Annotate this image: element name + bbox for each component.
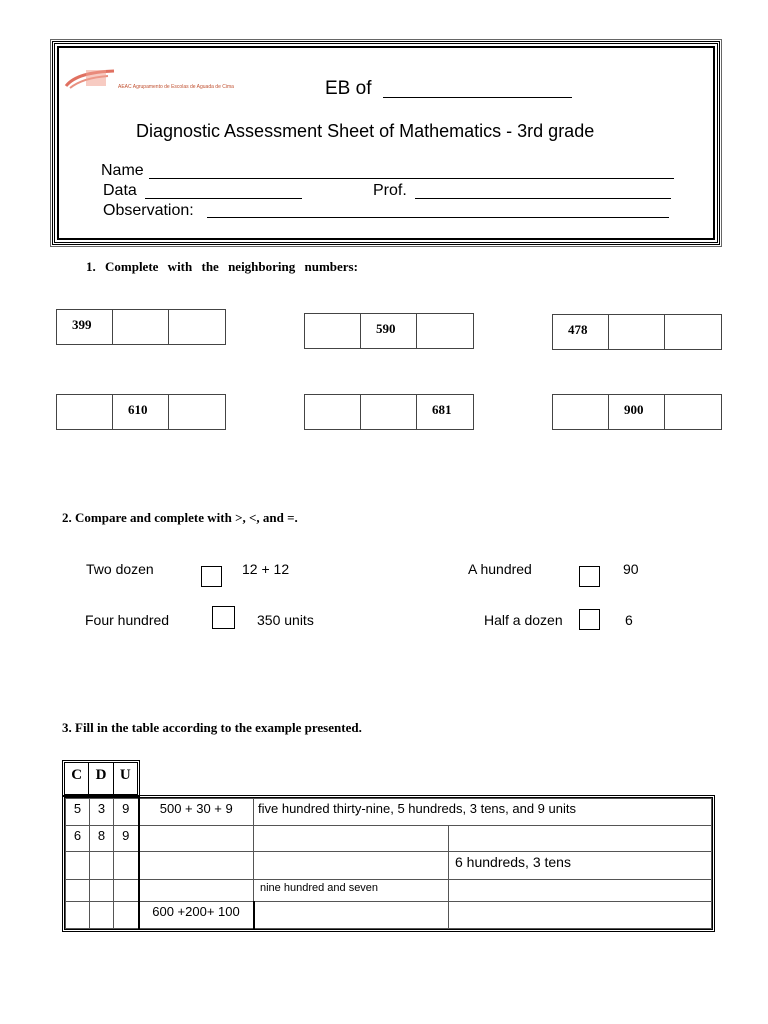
table-cell[interactable]: 9	[114, 825, 139, 852]
table-cell[interactable]	[90, 852, 114, 880]
number-cell[interactable]	[305, 395, 361, 429]
number-cell[interactable]: 900	[609, 395, 665, 429]
number-cell[interactable]: 610	[113, 395, 169, 429]
table-cell[interactable]: 500 + 30 + 9	[139, 799, 254, 826]
header-tens: D	[89, 763, 113, 794]
table-cell[interactable]: 9	[114, 799, 139, 826]
table-cell[interactable]	[66, 852, 90, 880]
number-cell[interactable]	[417, 314, 473, 348]
compare-left-3: Four hundred	[85, 612, 170, 628]
compare-left-4: Half a dozen	[484, 612, 563, 628]
table-cell[interactable]	[90, 879, 114, 902]
prof-blank[interactable]	[415, 198, 671, 199]
date-blank[interactable]	[145, 198, 302, 199]
table-cell[interactable]: 6 hundreds, 3 tens	[449, 852, 712, 880]
header-hundreds: C	[65, 763, 89, 794]
table-cell[interactable]	[114, 879, 139, 902]
table-row	[66, 799, 712, 826]
number-cell[interactable]	[113, 310, 169, 344]
table-cell[interactable]: 6	[66, 825, 90, 852]
table-row	[66, 879, 712, 902]
table-cell[interactable]	[139, 879, 254, 902]
table-cell[interactable]: 3	[90, 799, 114, 826]
number-row-2	[304, 313, 474, 349]
table-cell[interactable]	[114, 852, 139, 880]
number-cell[interactable]	[665, 315, 721, 349]
table-cell[interactable]: 5	[66, 799, 90, 826]
compare-right-4: 6	[625, 612, 633, 628]
table-cell[interactable]	[139, 825, 254, 852]
table-cell[interactable]: five hundred thirty-nine, 5 hundreds, 3 tens, and 9 units	[254, 799, 712, 826]
compare-right-1: 12 + 12	[242, 561, 290, 577]
table-cell[interactable]	[66, 879, 90, 902]
table-row	[66, 825, 712, 852]
question-1-prompt: 1. Complete with the neighboring numbers:	[86, 259, 358, 274]
table-cell[interactable]	[114, 902, 139, 929]
table-cell[interactable]	[449, 825, 712, 852]
number-cell[interactable]	[169, 395, 225, 429]
number-cell[interactable]	[305, 314, 361, 348]
table-row	[66, 902, 712, 929]
table-cell[interactable]	[139, 852, 254, 880]
number-cell[interactable]	[665, 395, 721, 429]
observation-blank[interactable]	[207, 217, 669, 218]
date-label: Data	[103, 182, 137, 199]
compare-right-2: 90	[623, 561, 639, 577]
compare-box-3[interactable]	[212, 606, 235, 629]
table-cell[interactable]	[254, 825, 449, 852]
table-cell[interactable]	[449, 879, 712, 902]
compare-left-2: A hundred	[468, 561, 532, 577]
table-cell[interactable]: 600 +200+ 100	[139, 902, 254, 929]
observation-label: Observation:	[103, 202, 194, 219]
number-row-6	[552, 394, 722, 430]
school-blank[interactable]	[383, 97, 572, 98]
compare-right-3: 350 units	[257, 612, 314, 628]
school-label: EB of	[325, 78, 372, 99]
table-row	[66, 852, 712, 880]
number-cell[interactable]: 399	[57, 310, 113, 344]
compare-left-1: Two dozen	[86, 561, 154, 577]
table-cell[interactable]	[254, 902, 449, 929]
number-cell[interactable]: 590	[361, 314, 417, 348]
compare-box-4[interactable]	[579, 609, 600, 630]
table-cell[interactable]: 8	[90, 825, 114, 852]
prof-label: Prof.	[373, 182, 407, 199]
logo-text: AEAC Agrupamento de Escolas de Aguada de Cima	[118, 84, 234, 90]
number-row-5	[304, 394, 474, 430]
number-cell[interactable]: 478	[553, 315, 609, 349]
table-cell[interactable]: nine hundred and seven	[254, 879, 449, 902]
school-logo	[64, 68, 116, 90]
question-3-prompt: 3. Fill in the table according to the example presented.	[62, 720, 362, 735]
number-row-1	[56, 309, 226, 345]
name-label: Name	[101, 162, 144, 179]
page-title: Diagnostic Assessment Sheet of Mathematics - 3rd grade	[136, 121, 595, 141]
number-row-4	[56, 394, 226, 430]
place-value-table	[62, 795, 715, 932]
name-blank[interactable]	[149, 178, 674, 179]
compare-box-2[interactable]	[579, 566, 600, 587]
table-cell[interactable]	[254, 852, 449, 880]
table-cell[interactable]	[66, 902, 90, 929]
number-row-3	[552, 314, 722, 350]
cdu-header	[62, 760, 140, 797]
number-cell[interactable]	[609, 315, 665, 349]
table-cell[interactable]	[449, 902, 712, 929]
table-cell[interactable]	[90, 902, 114, 929]
question-2-prompt: 2. Compare and complete with >, <, and =.	[62, 510, 298, 525]
number-cell[interactable]	[57, 395, 113, 429]
header-units: U	[119, 767, 131, 783]
number-cell[interactable]: 681	[432, 402, 452, 417]
compare-box-1[interactable]	[201, 566, 222, 587]
number-cell[interactable]	[361, 395, 417, 429]
number-cell[interactable]	[553, 395, 609, 429]
number-cell[interactable]	[169, 310, 225, 344]
